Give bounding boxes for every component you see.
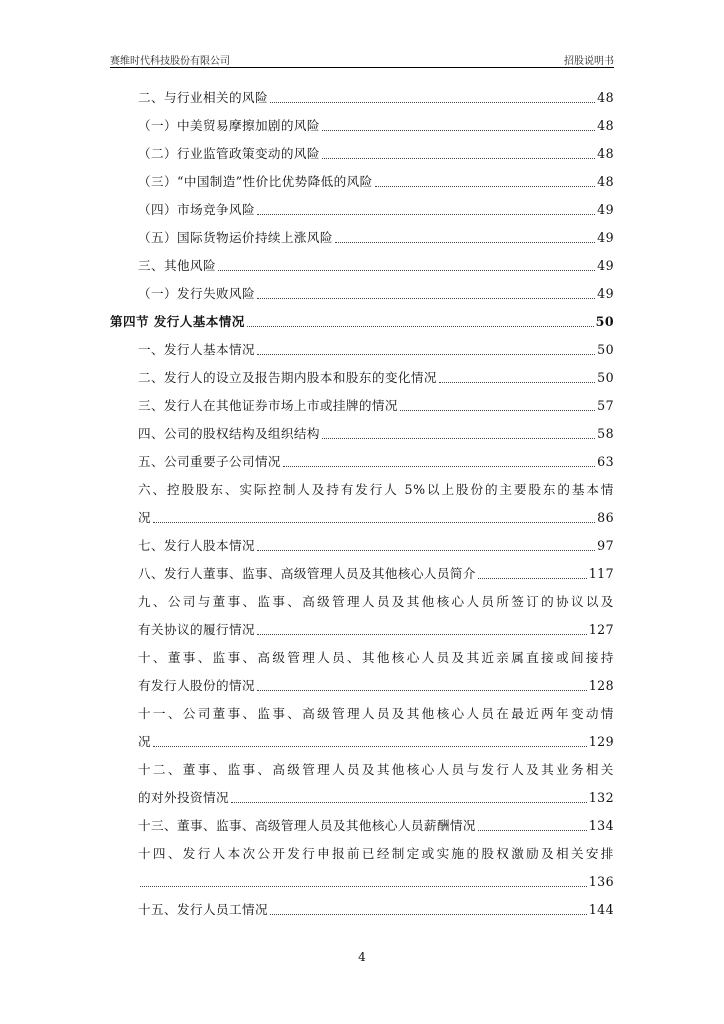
dot-leader: [153, 745, 587, 747]
toc-entry[interactable]: [110, 560, 614, 588]
toc-entry-title: （二）行业监管政策变动的风险: [138, 146, 320, 161]
toc-entry-title-line1: 十、董事、监事、高级管理人员、其他核心人员及其近亲属直接或间接持: [138, 650, 614, 665]
toc-entry-page: 48: [597, 90, 614, 105]
dot-leader: [257, 297, 595, 299]
toc-entry[interactable]: [110, 364, 614, 392]
toc-entry-page: 128: [588, 678, 614, 693]
toc-entry-page: 127: [588, 622, 614, 637]
toc-entry-page: 136: [588, 874, 614, 889]
page-number: 4: [358, 950, 366, 964]
toc-entry-title: 一、发行人基本情况: [138, 342, 255, 357]
toc-entry-page: 117: [588, 566, 614, 581]
toc-entry-title-line1: 十一、公司董事、监事、高级管理人员及其他核心人员在最近两年变动情: [138, 706, 614, 721]
toc-entry[interactable]: [110, 896, 614, 924]
toc-entry-title: 三、发行人在其他证券市场上市或挂牌的情况: [138, 398, 398, 413]
toc-entry-title-line2: 的对外投资情况: [138, 790, 229, 805]
dot-leader: [153, 521, 595, 523]
dot-leader: [322, 129, 595, 131]
toc-entry[interactable]: [110, 140, 614, 168]
toc-entry[interactable]: [110, 112, 614, 140]
toc-entry[interactable]: [110, 308, 614, 336]
toc-entry-continuation[interactable]: [110, 616, 614, 644]
toc-entry-title: 八、发行人董事、监事、高级管理人员及其他核心人员简介: [138, 566, 476, 581]
toc-entry-continuation[interactable]: [110, 728, 614, 756]
toc-entry-page: 49: [597, 286, 614, 301]
toc-entry-title: 五、公司重要子公司情况: [138, 454, 281, 469]
dot-leader: [140, 885, 587, 887]
dot-leader: [257, 689, 587, 691]
toc-entry[interactable]: [110, 336, 614, 364]
header-doc-type: 招股说明书: [564, 56, 614, 67]
toc-entry[interactable]: [110, 812, 614, 840]
dot-leader: [322, 157, 595, 159]
toc-entry-continuation[interactable]: [110, 784, 614, 812]
dot-leader: [478, 829, 587, 831]
toc-entry[interactable]: [110, 756, 614, 784]
toc-entry-page: 132: [588, 790, 614, 805]
toc-entry-title-line1: 六、控股股东、实际控制人及持有发行人 5%以上股份的主要股东的基本情: [138, 482, 614, 497]
toc-entry[interactable]: [110, 644, 614, 672]
toc-entry-page: 49: [597, 258, 614, 273]
dot-leader: [270, 913, 587, 915]
dot-leader: [375, 185, 596, 187]
header-rule: [110, 67, 614, 68]
toc-entry-page: 129: [588, 734, 614, 749]
toc-entry-page: 57: [597, 398, 614, 413]
toc-entry-title: 二、发行人的设立及报告期内股本和股东的变化情况: [138, 370, 437, 385]
toc-entry-title-line1: 十四、发行人本次公开发行申报前已经制定或实施的股权激励及相关安排: [138, 846, 614, 861]
toc-entry[interactable]: [110, 84, 614, 112]
toc-entry-page: 48: [597, 146, 614, 161]
toc-entry[interactable]: [110, 476, 614, 504]
dot-leader: [218, 269, 595, 271]
toc-entry-page: 63: [597, 454, 614, 469]
dot-leader: [257, 633, 587, 635]
toc-entry[interactable]: [110, 448, 614, 476]
toc-entry-continuation[interactable]: [110, 672, 614, 700]
toc-entry[interactable]: [110, 168, 614, 196]
toc-entry-page: 50: [597, 370, 614, 385]
toc-entry-title-line2: 况: [138, 734, 151, 749]
toc-entry[interactable]: [110, 224, 614, 252]
header-company: 赛维时代科技股份有限公司: [110, 56, 230, 67]
toc-entry-title-line1: 九、公司与董事、监事、高级管理人员及其他核心人员所签订的协议以及: [138, 594, 614, 609]
dot-leader: [270, 101, 595, 103]
toc-entry[interactable]: [110, 700, 614, 728]
toc-entry-title: 十五、发行人员工情况: [138, 902, 268, 917]
toc-entry-page: 144: [588, 902, 614, 917]
toc-entry[interactable]: [110, 280, 614, 308]
toc-entry-title-line1: 十二、董事、监事、高级管理人员及其他核心人员与发行人及其业务相关: [138, 762, 614, 777]
dot-leader: [257, 213, 595, 215]
toc-entry-title: （五）国际货物运价持续上涨风险: [138, 230, 333, 245]
toc-entry[interactable]: [110, 196, 614, 224]
toc-entry[interactable]: [110, 252, 614, 280]
toc-entry-title: （一）发行失败风险: [138, 286, 255, 301]
toc-entry-title: 十三、董事、监事、高级管理人员及其他核心人员薪酬情况: [138, 818, 476, 833]
toc-entry[interactable]: [110, 532, 614, 560]
toc-entry-page: 97: [597, 538, 614, 553]
toc-entry-page: 86: [597, 510, 614, 525]
dot-leader: [439, 381, 595, 383]
toc-entry-title: 四、公司的股权结构及组织结构: [138, 426, 320, 441]
toc-entry-page: 48: [597, 174, 614, 189]
dot-leader: [478, 577, 587, 579]
toc-entry-title: 第四节 发行人基本情况: [110, 314, 245, 329]
toc-entry-continuation[interactable]: [110, 504, 614, 532]
dot-leader: [257, 353, 595, 355]
toc-entry[interactable]: [110, 420, 614, 448]
toc-entry-page: 134: [588, 818, 614, 833]
toc-entry-title: 七、发行人股本情况: [138, 538, 255, 553]
toc-entry[interactable]: [110, 588, 614, 616]
dot-leader: [257, 549, 595, 551]
dot-leader: [322, 437, 595, 439]
dot-leader: [400, 409, 595, 411]
toc-entry-title-line2: 有关协议的履行情况: [138, 622, 255, 637]
toc-entry-title: （三）“中国制造”性价比优势降低的风险: [138, 174, 373, 189]
toc-entry-page: 49: [597, 230, 614, 245]
dot-leader: [247, 325, 594, 327]
toc-entry-page: 50: [595, 314, 614, 329]
toc-entry-continuation[interactable]: [110, 868, 614, 896]
toc-entry-page: 49: [597, 202, 614, 217]
toc-entry-page: 48: [597, 118, 614, 133]
toc-entry-title-line2: 有发行人股份的情况: [138, 678, 255, 693]
toc-entry[interactable]: [110, 840, 614, 868]
toc-entry-page: 50: [597, 342, 614, 357]
dot-leader: [335, 241, 595, 243]
dot-leader: [283, 465, 595, 467]
toc-entry-title: （一）中美贸易摩擦加剧的风险: [138, 118, 320, 133]
toc-entry-title: 二、与行业相关的风险: [138, 90, 268, 105]
toc-entry-title-line2: 况: [138, 510, 151, 525]
toc-entry-page: 58: [597, 426, 614, 441]
page-header: [110, 50, 614, 68]
dot-leader: [231, 801, 587, 803]
toc-entry-title: （四）市场竞争风险: [138, 202, 255, 217]
toc-entry-title: 三、其他风险: [138, 258, 216, 273]
table-of-contents: [110, 84, 614, 924]
toc-entry[interactable]: [110, 392, 614, 420]
